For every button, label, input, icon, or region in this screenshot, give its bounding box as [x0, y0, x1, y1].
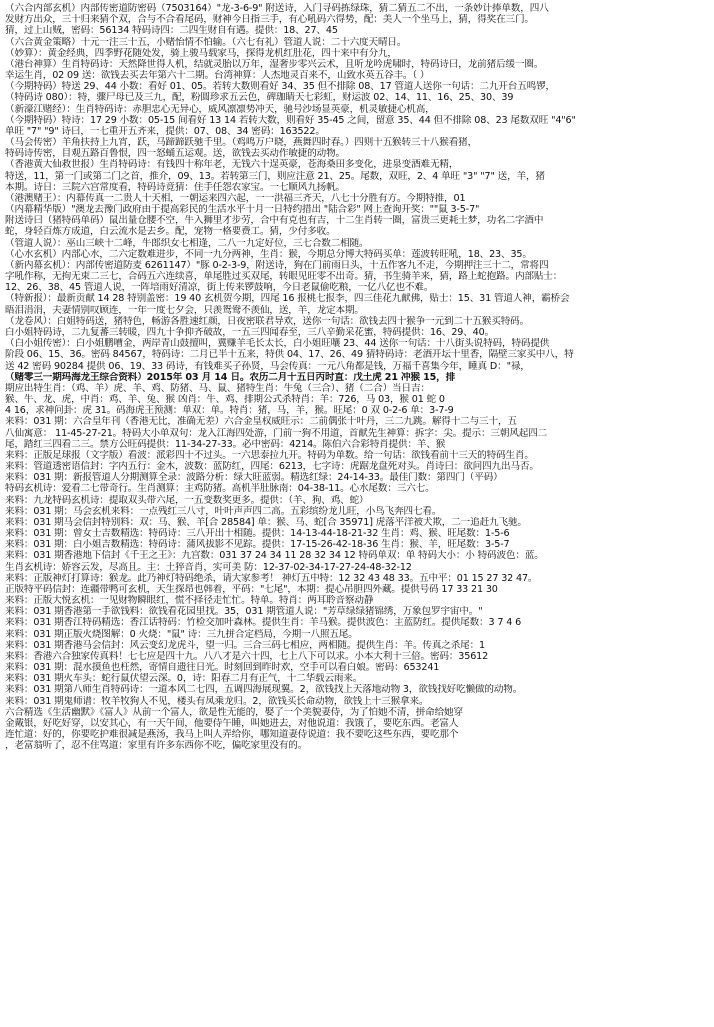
text-line: 送 42 密码 90284 提供 06、19、33 码诗，有钱难买子孙贤，马会传真：一元八角都是钱，万福千喜集今年，睡真 D："禄，: [5, 360, 530, 372]
text-line: （特码诗 080）：特，骤尸母已及三九，配，粉圆珍求五云色，碑珈睛天七彩虹，财运波 02、14、11、16、25、30、39: [5, 92, 514, 104]
text-line: 特送，11，第一门或第二门之首，推介，09、13。若转第三门，则应注意 21、25。尾数，双旺，2、4 单旺 "3" "7" 送，羊，猪: [5, 170, 545, 182]
text-line: [5, 774, 709, 785]
text-line: [5, 819, 709, 830]
text-line: 来料：031 期鬼师谱：牧羊牧狗人不见，楼头有凤乘龙归。2，欲钱买长命动物，欲钱上十三猴拿来。: [5, 695, 429, 707]
text-line: 来料：031 期香港地下信封《千王之王》：九宫数：031 37 24 34 11 28 32 34 12 特码单双：单 特码大小：小 特码波色：蓝。: [5, 550, 544, 562]
text-line: 4 16，求神问卦：虎 31。码海虎王预测：单双：单。特肖：猪，马，羊，猴。旺尾：0 双 0-2-6 单：3-7-9: [5, 405, 454, 417]
text-line: （六合内部玄机）内部传密道防密码（7503164）"龙-3-6-9" 附送诗，入门寻码拣绿珠，猜二猜五二不出，一条妙计捧单数，四八: [5, 3, 549, 14]
text-line: 单旺 "7" "9" 诗曰，一七重开五齐来，提供：07、08、34 密码：163522。: [5, 125, 325, 137]
text-line: 来料：031 期正版火烧图解：0 火烧："鼠" 诗：三九拼合定档局，今期一八照五尾。: [5, 628, 358, 640]
text-line: （妙算）：黄金经典，四季野花随处发，骑上骏马载家马，探得龙机红肚花，四十来中有分九，: [5, 47, 397, 59]
text-line: 来料：香港六合独家传真料！七七应是四十九。八八才是六十四，七上八下可以求。小本大利十三倍。密码：35612: [5, 650, 489, 662]
text-line: 来料：正版足球报（文字版）看波：派彩四十不过头。一六思泰拉九开。特码为单数。给一句话：欲钱看前十三天的特码生肖。: [5, 449, 534, 461]
text-line: 特码诗传密，目观五路百鲁恨，四一怒蛹五运观。送，欲钱去买动作敏捷的动物。: [5, 148, 345, 160]
text-line: [5, 807, 709, 818]
text-line: 12、26、38、45 管道人说，一阵培雨好清凉，街上传来锣鼓响，今日老鼠偷吃粮，一亿八亿也不难。: [5, 282, 434, 294]
text-line: 来料：031 期：白小姐吉数精选：特码诗：蒲风拔影不见踪。提供：17-15-26-42-18-36 生肖：猴、羊，旺尾数：3-5-7: [5, 539, 510, 551]
text-line: 蛇，身轻百炼方成道，白云流水是去乡。配，宠物一格要费工。猜，少付多收。: [5, 226, 336, 238]
text-line: 八仙寓意： 11-45-27-21。特码大小单双句：龙入江海四处游，门前一狗不用道，首献先生神算：拆字：尖。提示：三朝风起四二: [5, 427, 548, 439]
text-line: 来料：031 期香港马会信封：风云变幻龙虎斗，望一归。三合三码七相应，两相随。提供生肖：羊。传真之杀尾：1: [5, 639, 486, 651]
text-line: （赌零三一期玛海龙王综合资料）2015年 03 月 14 日。农历二月十五日丙时直：戊土虎 21 冲猴 15，排: [5, 371, 456, 383]
text-line: （特新报）：最新贡献 14 28 特别盖密：19 40 玄机贺今期，四尾 16 报桃七报李，四三佳花九献佛，贴士：15、31 管道人神，霸桥会: [5, 293, 570, 305]
newspaper-page: [5, 3, 709, 1021]
text-line: 连忙道：好的，你要吃护难很减是燕汤，我马上叫人弄给你，哪知道妻侍说道：我不要吃这些东西，要吃那个: [5, 729, 459, 741]
text-line: 字吼作称，无拘无束二三七，合码五六连续喜，单尾胜过买双尾，转眼见旺零不出奇。猜，书生骑羊来，猜，路上蛇抱路。内部贴士：: [5, 271, 563, 283]
text-line: 猴、牛、龙、虎，中肖：鸡、羊、兔、猴 凶肖：牛、鸡、排期公式杀特肖：羊：726，马 03，猴 01 蛇 0: [5, 394, 445, 406]
text-line: 期应出特生肖：（鸡、羊）虎、羊、鸡、防猪、马、鼠、猪特生肖：牛兔（三合）、猪（二合）当日吉：: [5, 382, 430, 394]
text-line: 来料：031 期：六合皇年刊（香港无比，准确无差）六合金皇权威旺示：二前偶张十叶丹，三二九跳。解得十二与三十，五: [5, 416, 517, 428]
text-line: 来料：九龙特码玄机诗：提取双头带六尾，一五变数奖更多。提供：（羊、狗、鸡、蛇）: [5, 494, 369, 506]
text-line: （新内幕玄机）：内部传密道防麦 6261147）"豚 0-2-3-9，附送诗，狗在门前雨日头，十五作客九不走，今期押注三十二，常将四: [5, 259, 549, 271]
text-line: 六合精选《生活幽默》《富人》从前一个富人，欲是性无能的，娶了一个美貌妻侍，为了怕她不清，拼命给她穿: [5, 706, 463, 718]
text-line: 来料：正版大悦玄机：一见财物瞬眼红，慌不择径走忙忙。特单。特肖：两耳聆音察动静: [5, 595, 374, 607]
text-line: 猜，过上山贼，密码：56134 特码诗四：二四生财自有遇。提供：18、27、45: [5, 25, 338, 37]
text-line: [5, 785, 709, 796]
text-line: 来料：031 期：马会玄机来料：一点残红三八寸，叶叶声声四二高。五彩缤纷龙儿旺，小鸟飞奔四七看。: [5, 505, 442, 517]
text-line: （新濠江赌经）：生肖特码诗：赤胆忠心无异心，威风凛凛势冲天，驰号沙场显英豪，机灵敏捷心机高，: [5, 103, 435, 115]
text-line: （龙卷风）：白姐特码送，猪特色，畅游各胜速红颜，日夜密联君导欢，送你一句话：欲钱去四十猴争一元到二十五猴买特码。: [5, 315, 530, 327]
text-line: （今期特码）特送 29、44 小数：看好 01、05。若转大数则看好 34、35 但不排除 08、17 管道人送你一句话：二九开台五鸣锣，: [5, 81, 555, 93]
text-line: 发财方出众，三十归来猜个双，合与不合看尾码，财神今日指三手，有心吼码六得势，配：美人一个坐马上，猜，得奖在三门。: [5, 14, 534, 26]
text-line: 来料：031 期香江特码精选：香江话特码：竹检交加叶森林。提供生肖：羊马猴。提供波色：主蓝防红。提供尾数：3 7 4 6: [5, 617, 522, 629]
text-line: 阶段 06、15、36。密码 84567，特码诗：二月已半十五来，特供 04、17、26、49 猜特码诗：老酒开坛十里香，隔壁三家买中八，特: [5, 349, 574, 361]
text-line: 来料：管道透密语信封：字内五行：金木，波数：蓝防红，四尾：6213，七字诗：虎踞龙盘死对头。肖诗曰：欲问四九出马否。: [5, 461, 539, 473]
text-line: 金戴银，好吃好穿，以安其心，有一天午间，他要侍午睡，叫她进去，对他说道：我饿了，要吃东西。老富人: [5, 718, 459, 729]
text-line: （马会传密）羊角扶持上九宵，跃，马蹄蹄跃驰千里。（鸡鸣万户晓，燕舞四时春。）四则十五猴转三十八猴看猪，: [5, 137, 478, 149]
text-line: （内幕精华版）"澳龙去豫门政府由于提高彩民的生活水平十月一日特约措出 "陆合彩" 网上查询开奖：""鼠 3-5-7": [5, 204, 480, 216]
text-line: 特码玄机诗：爱看二七带奇行。生肖测算：主鸡防猪。高机半肚脉南：04-38-11。心水尾数：三六七。: [5, 483, 435, 495]
text-line: 来料：031 期第八师生肖特码诗：一道本风二七四，五调四海展现翼。2，欲钱找上天落地动物 3，欲钱找好吃懒做的动物。: [5, 684, 523, 696]
text-line: 来料：031 期香港第一手欲钱料：欲钱看花园里找。35，031 期管道人说："芳草绿绿猪锦绣，万象包罗宇宙中。": [5, 606, 483, 618]
text-line: 来料：031 期马会信封特别料：双：马、猴、羊[合 28584] 单：猴、马、蛇[合 35971] 虎落平洋被犬欺，二一追赶九飞驰。: [5, 516, 527, 528]
text-line: 来料：031 期：新报管道人分期测算全录：波路分析：绿大旺蓝弱。精选红绿：24-14-33。最佳门数：第四门（平码）: [5, 472, 503, 484]
text-line: [5, 830, 709, 841]
text-line: 生肖玄机诗：娇容云发，尽高且。主：土猝音肖，实可美 防：12-37-02-34-17-27-24-48-32-12: [5, 561, 412, 573]
text-line: [5, 763, 709, 774]
text-line: （心水玄机）内部心水，二六定数难进步，不同一九分两神，生肖：猴，今期总分博大特码买单：莲波转旺吼，18、23、35。: [5, 248, 532, 260]
text-line: （香港黄大仙救世报）生肖特码诗：有钱四十称年老，无钱六十逞英豪，苍海桑田多变化，进泉变酒难无精，: [5, 159, 459, 171]
text-line: 附送诗曰（猪特码单码）鼠出量仓腰不空，牛入狮里才步劳，合中有克也有吉，十二生肖转一圈，富贵三更耗土梦，功名二字酒中: [5, 215, 544, 227]
text-line: 白小姐特码诗，二九复蕃三转暖，四九十争抑齐破故，一五三四闻春至，三八辛勤采花蜜，特码提供：16、29、40。: [5, 326, 495, 338]
text-line: 幸运生肖，02 09 送：欲钱去买去年第六十二期。台湾神算：人杰地灵百来不，山致水英五谷丰。（ ）: [5, 70, 430, 82]
text-line: [5, 796, 709, 807]
text-line: 来料：031 期火车头：蛇行鼠伏望云深。0，诗：阳春二月有正气，十二华载云雨来。: [5, 673, 363, 685]
text-line: （今期特码）特诗：17 29 小数：05-15 间看好 13 14 若转大数，则看好 35-45 之间，留意 35、44 但不排除 08、23 尾数双旺 "4"6": [5, 114, 576, 126]
text-line: 晤泪涓涓，夫妻情别叹顾连，一年一度七夕会，只羡鸳鸯不羡仙，送，羊，龙定本期。: [5, 304, 364, 316]
text-line: 来料：031 期：混水摸鱼也枉然，寄情自遗往日光。时刻回到昨时欢，空手可以看白娘。密码：653241: [5, 662, 440, 674]
text-line: 尾，踏红三四看二三。禁方公旺码提供：11-34-27-33。必中密码：4214。陈伯六合彩特肖提供：羊、猴: [5, 438, 446, 450]
text-line: （白小姐传密）：白小姐鹏嘈金，两岸青山鼓擅叫，冀赚羊毛长太长，白小姐旺嚷 23、44 送你一句话：十八街头说特码，特码提供: [5, 338, 550, 350]
text-line: 来料：正版神灯打算诗：猴龙。此乃神灯特码绝杀，请大家参考！ 神灯五中特：12 32 43 48 33。五中平：01 15 27 32 47。: [5, 572, 538, 584]
text-line: [5, 752, 709, 763]
text-line: 来料：031 期：曾女士吉数精选：特码诗：三八开出十相随。提供：14-13-44-18-21-32 生肖：鸡、猴、旺尾数：1-5-6: [5, 528, 510, 540]
text-line: （港台神算）生肖特码诗：天然降世得人机，结就灵胎以万年，湿奢步零兴云术，且听龙吟虎啸时，特码诗曰，龙前猪后缓一圈。: [5, 58, 544, 70]
text-line: （港澳赌王）：内幕传真一二贵人十天相，一朝运来四六起，一一洪福三齐天，八七十分胜有方。今期特推，01: [5, 192, 466, 204]
text-line: （管道人说）：巫山三峡十二峰，牛郎织女七相逢，二八一九定好位，三七合数二相随。: [5, 237, 369, 249]
text-line: ，老富翁听了，忍不住骂道：家里有许多东西你不吃，偏吃家里没有的。: [5, 740, 308, 752]
text-line: 正版特平码信封：连疆带鸭可玄机，天生探昂也韩着，平码："七尾"，本期：提心吊胆四外藏。提供号码 17 33 21 30: [5, 583, 498, 595]
text-line: （六合黄金策略）十元一注三十五，小赌怡情不怕输。（六七有礼）管道人说：二十六度天晴日。: [5, 36, 407, 48]
text-line: 本期。诗日：三院六宫常度看，特码诗竟猜：住手任怨农家宝。一七顺风九扬帆。: [5, 181, 345, 193]
